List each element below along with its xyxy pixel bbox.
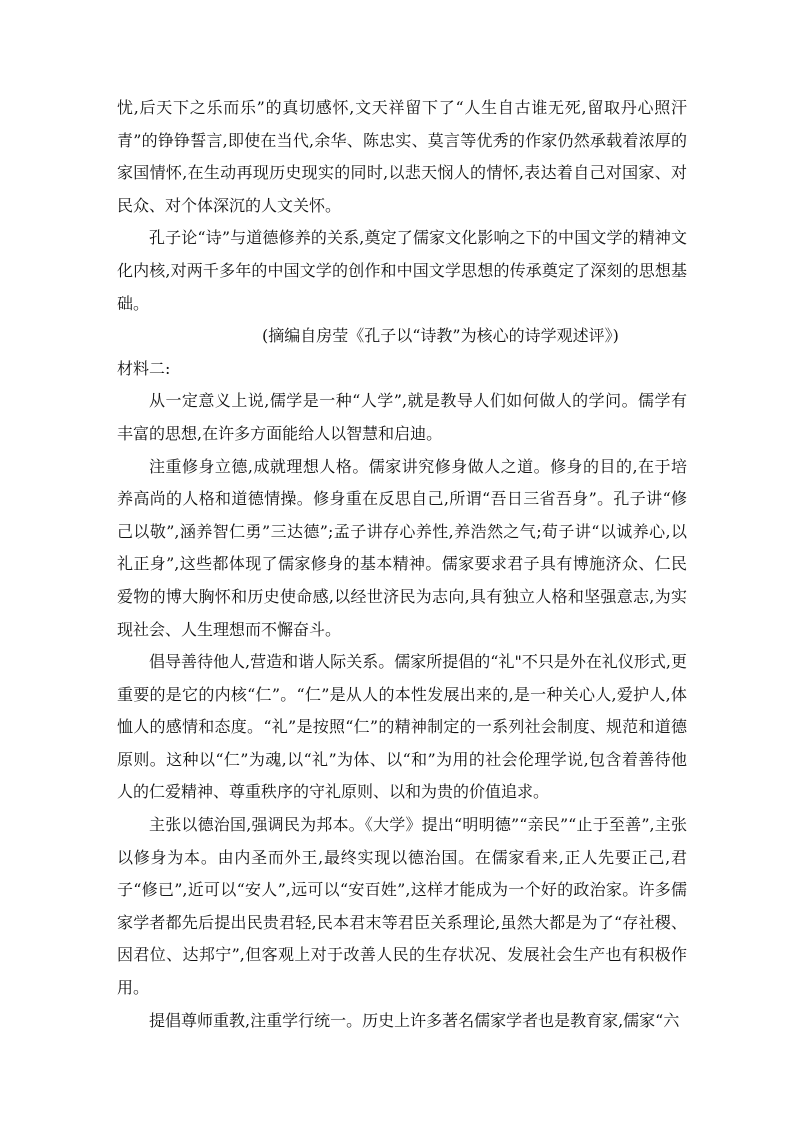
section-paragraph: 主张以德治国,强调民为邦本。《大学》提出“明明德”“亲民”“止于至善”,主张以修身为本。由内圣而外王,最终实现以德治国。在儒家看来,正人先要正己,君子“修已”,近可以“安人”,远可以“安百姓”,这样才能成为一个好的政治家。许多儒家学者都先后提出民贵君轻,民本君末等君臣关系理论,虽然大都是为了“存社稷、因君位、达邦宁”,但客观上对于改善人民的生存状况、发展社会生产也有积极作用。 [117, 815, 687, 998]
section-paragraph: 从一定意义上说,儒学是一种“人学”,就是教导人们如何做人的学问。儒学有丰富的思想,在许多方面能给人以智慧和启迪。 [117, 391, 687, 443]
body-paragraph: 忧,后天下之乐而乐”的真切感怀,文天祥留下了“人生自古谁无死,留取丹心照汗青”的铮铮誓言,即使在当代,余华、陈忠实、莫言等优秀的作家仍然承载着浓厚的家国情怀,在生动再现历史现实的同时,以悲天悯人的情怀,表达着自己对国家、对民众、对个体深沉的人文关怀。 [117, 98, 687, 215]
document-body [117, 92, 687, 1037]
section-paragraph: 提倡尊师重教,注重学行统一。历史上许多著名儒家学者也是教育家,儒家“六 [149, 1010, 680, 1030]
body-paragraph: 孔子论“诗”与道德修养的关系,奠定了儒家文化影响之下的中国文学的精神文化内核,对两千多年的中国文学的创作和中国文学思想的传承奠定了深刻的思想基础。 [117, 228, 687, 313]
section-paragraph: 倡导善待他人,营造和谐人际关系。儒家所提倡的“礼"不只是外在礼仪形式,更重要的是它的内核“仁”。“仁”是从人的本性发展出来的,是一种关心人,爱护人,体恤人的感情和态度。“礼”是按照“仁”的精神制定的一系列社会制度、规范和道德原则。这种以“仁”为魂,以“礼”为体、以“和”为用的社会伦理学说,包含着善待他人的仁爱精神、尊重秩序的守礼原则、以和为贵的价值追求。 [117, 652, 687, 802]
source-citation: (摘编自房莹《孔子以“诗教”为核心的诗学观述评》) [262, 326, 619, 346]
section-paragraph: 注重修身立德,成就理想人格。儒家讲究修身做人之道。修身的目的,在于培养高尚的人格和道德情操。修身重在反思自己,所谓“吾日三省吾身”。孔子讲“修己以敬”,涵养智仁勇”三达德”;孟子讲存心养性,养浩然之气;荀子讲“以诚养心,以礼正身”,这些都体现了儒家修身的基本精神。儒家要求君子具有博施济众、仁民爱物的博大胸怀和历史使命感,以经世济民为志向,具有独立人格和坚强意志,为实现社会、人生理想而不懈奋斗。 [117, 456, 687, 639]
section-label: 材料二: [117, 358, 171, 378]
